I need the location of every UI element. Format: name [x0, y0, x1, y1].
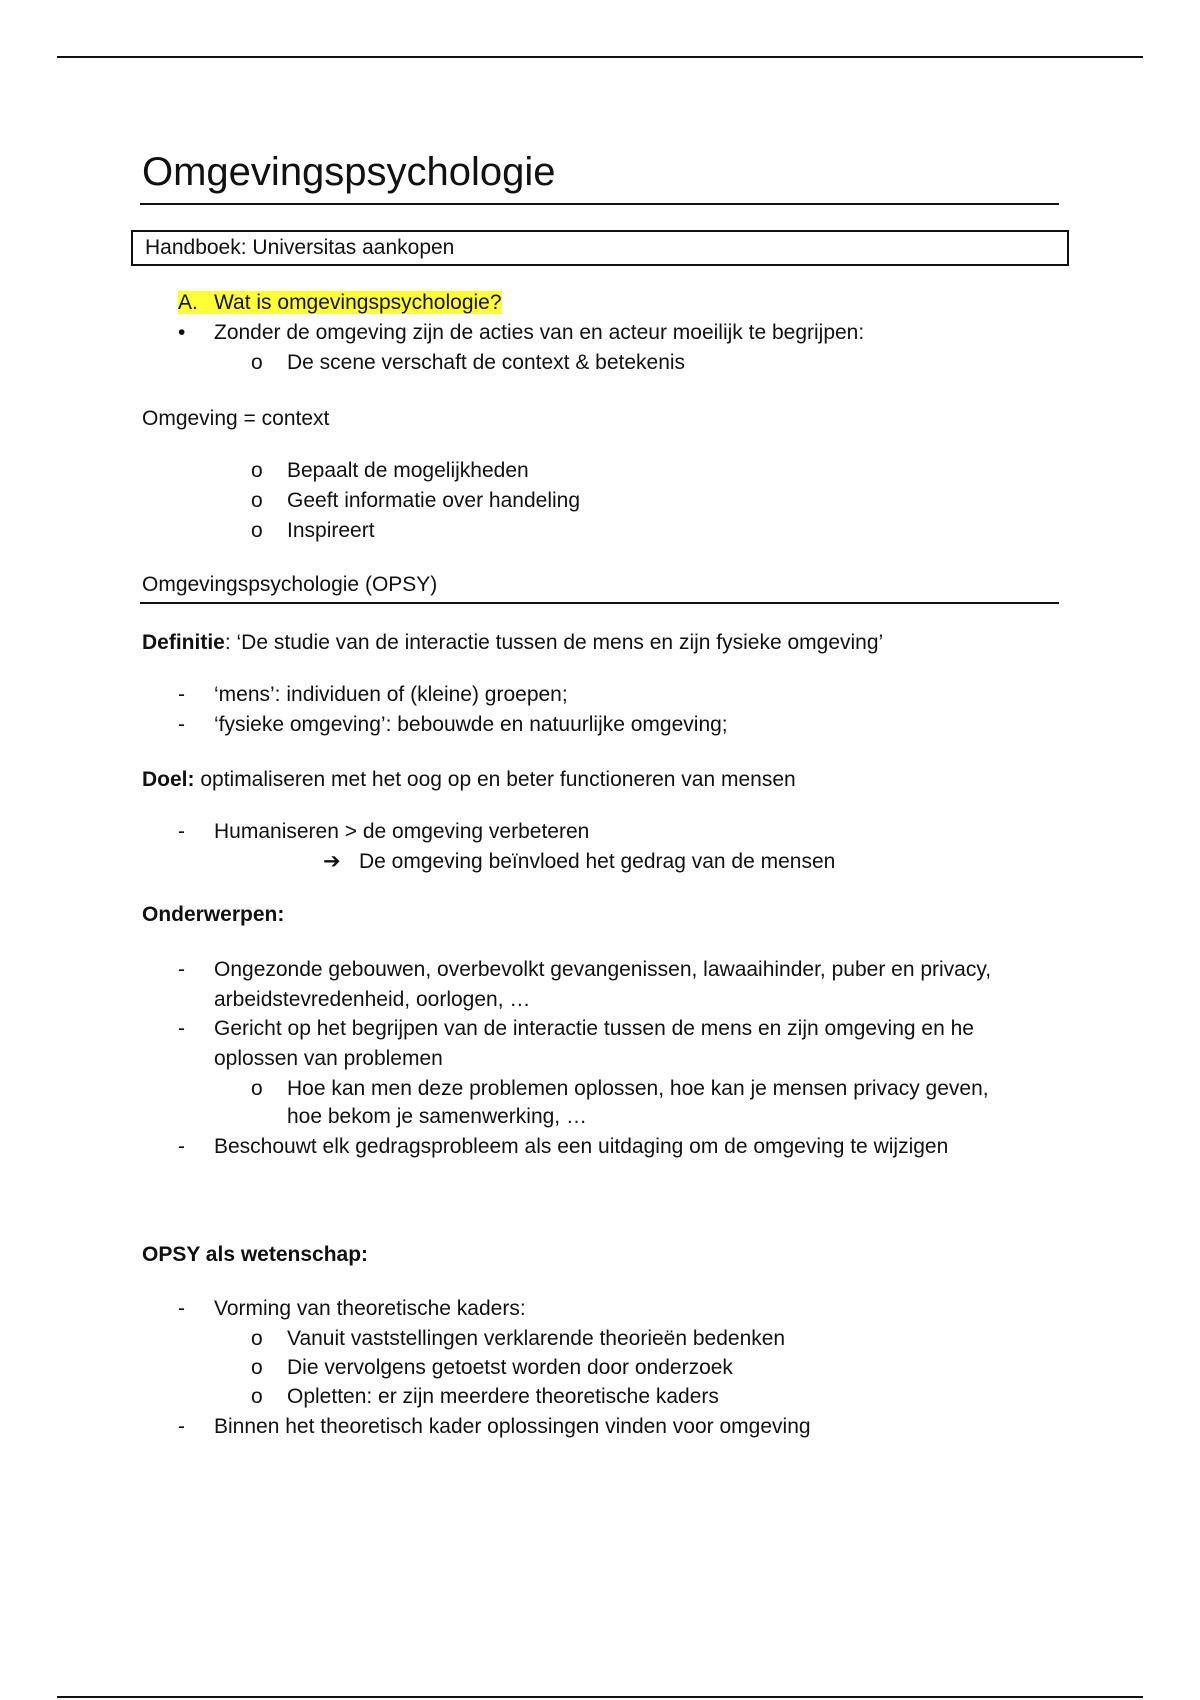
omgeving-label: Omgeving = context	[142, 407, 330, 430]
dash-marker: -	[178, 1297, 185, 1320]
section-a-bullet: Zonder de omgeving zijn de acties van en acteur moeilijk te begrijpen:	[214, 321, 865, 344]
definitie-line	[142, 628, 883, 658]
onderwerpen-item1-line1: Ongezonde gebouwen, overbevolkt gevangenissen, lawaaihinder, puber en privacy,	[214, 958, 992, 981]
section-a-title: Wat is omgevingspsychologie?	[214, 291, 502, 314]
dash-marker: -	[178, 1017, 185, 1040]
section-a-heading	[178, 288, 502, 318]
doel-label: Doel:	[142, 768, 195, 791]
list-item	[251, 1353, 733, 1383]
onderwerpen-item2-line1: Gericht op het begrijpen van de interactie tussen de mens en zijn omgeving en he	[214, 1017, 974, 1040]
definitie-text: : ‘De studie van de interactie tussen de mens en zijn fysieke omgeving’	[224, 631, 884, 654]
onderwerpen-item3: Beschouwt elk gedragsprobleem als een uitdaging om de omgeving te wijzigen	[214, 1135, 949, 1158]
omgeving-item: Geeft informatie over handeling	[287, 489, 581, 512]
onderwerpen-item1-line2: arbeidstevredenheid, oorlogen, …	[214, 988, 531, 1011]
list-item	[251, 516, 375, 546]
onderwerpen-sub-line1: Hoe kan men deze problemen oplossen, hoe kan je mensen privacy geven,	[287, 1077, 989, 1100]
wetenschap-subitem: Opletten: er zijn meerdere theoretische kaders	[287, 1385, 719, 1408]
circle-marker: o	[251, 1327, 263, 1350]
page-title: Omgevingspsychologie	[142, 150, 556, 194]
wetenschap-subitem: Die vervolgens getoetst worden door onderzoek	[287, 1356, 733, 1379]
doel-item: Humaniseren > de omgeving verbeteren	[214, 820, 590, 843]
dash-marker: -	[178, 1135, 185, 1158]
dash-marker: -	[178, 1415, 185, 1438]
omgeving-item: Bepaalt de mogelijkheden	[287, 459, 529, 482]
circle-marker: o	[251, 1077, 263, 1100]
definitie-item: ‘fysieke omgeving’: bebouwde en natuurlijke omgeving;	[214, 713, 728, 736]
list-item	[178, 1132, 948, 1162]
arrow-icon: ➔	[323, 850, 341, 873]
list-item	[178, 817, 589, 847]
doel-text: optimaliseren met het oog op en beter functioneren van mensen	[194, 768, 796, 791]
circle-marker: o	[251, 519, 263, 542]
page-bottom-rule	[57, 1696, 1143, 1698]
onderwerpen-label	[142, 900, 284, 930]
dash-marker: -	[178, 820, 185, 843]
wetenschap-item2: Binnen het theoretisch kader oplossingen vinden voor omgeving	[214, 1415, 811, 1438]
definitie-item: ‘mens’: individuen of (kleine) groepen;	[214, 683, 568, 706]
wetenschap-item1: Vorming van theoretische kaders:	[214, 1297, 526, 1320]
doel-arrow-item: De omgeving beïnvloed het gedrag van de mensen	[359, 850, 836, 873]
list-item	[178, 710, 728, 740]
circle-marker: o	[251, 351, 263, 374]
dash-marker: -	[178, 713, 185, 736]
list-item	[178, 1014, 974, 1044]
wetenschap-label-text: OPSY als wetenschap:	[142, 1243, 369, 1266]
handbook-box	[131, 230, 1069, 266]
definitie-label: Definitie	[142, 631, 225, 654]
list-item	[251, 456, 529, 486]
list-item	[178, 680, 568, 710]
list-item	[178, 1294, 526, 1324]
list-item	[178, 955, 991, 985]
list-item	[251, 1074, 989, 1104]
omgeving-item: Inspireert	[287, 519, 375, 542]
circle-marker: o	[251, 1356, 263, 1379]
list-item	[323, 847, 835, 877]
list-item	[178, 318, 864, 348]
wetenschap-subitem: Vanuit vaststellingen verklarende theorieën bedenken	[287, 1327, 786, 1350]
page-top-rule	[57, 56, 1143, 58]
circle-marker: o	[251, 459, 263, 482]
onderwerpen-item2-line2: oplossen van problemen	[214, 1047, 443, 1070]
bullet-marker: •	[178, 321, 186, 344]
section-a-letter: A.	[178, 291, 198, 314]
dash-marker: -	[178, 683, 185, 706]
list-item	[251, 1382, 719, 1412]
dash-marker: -	[178, 958, 185, 981]
title-underline	[140, 203, 1059, 205]
list-item	[251, 1324, 785, 1354]
opsy-heading: Omgevingspsychologie (OPSY)	[142, 573, 438, 596]
list-item	[178, 1412, 811, 1442]
circle-marker: o	[251, 1385, 263, 1408]
wetenschap-label	[142, 1240, 368, 1270]
opsy-underline	[140, 602, 1059, 604]
onderwerpen-sub-line2: hoe bekom je samenwerking, …	[287, 1105, 587, 1128]
section-a-sub: De scene verschaft de context & betekenis	[287, 351, 686, 374]
list-item	[251, 348, 685, 378]
doel-line	[142, 765, 796, 795]
list-item	[251, 486, 580, 516]
circle-marker: o	[251, 489, 263, 512]
onderwerpen-label-text: Onderwerpen:	[142, 903, 285, 926]
handbook-text: Handboek: Universitas aankopen	[145, 236, 455, 259]
section-a-highlight	[178, 291, 502, 314]
